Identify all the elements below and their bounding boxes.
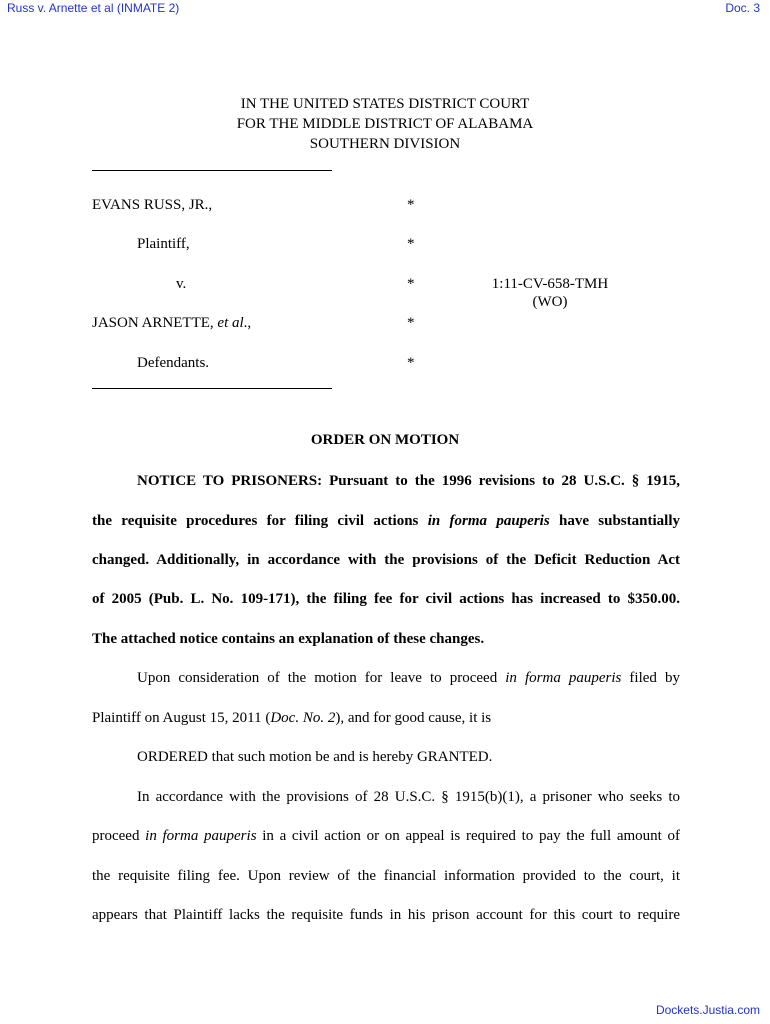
- footer-justia-link[interactable]: Dockets.Justia.com: [655, 1003, 760, 1017]
- court-line-3: SOUTHERN DIVISION: [309, 136, 461, 152]
- order-title: ORDER ON MOTION: [310, 432, 460, 448]
- para1-line-2b: Doc. No. 2: [270, 710, 336, 726]
- plaintiff-role: Plaintiff,: [137, 236, 190, 252]
- court-line-2: FOR THE MIDDLE DISTRICT OF ALABAMA: [236, 116, 534, 132]
- caption-star: *: [407, 355, 415, 371]
- notice-line-2a: the requisite procedures for filing civil actions: [92, 513, 428, 529]
- caption-star: *: [407, 197, 415, 213]
- para1-line-2c: ), and for good cause, it is: [335, 710, 492, 726]
- para1-line-2a: Plaintiff on August 15, 2011 (: [92, 710, 271, 726]
- notice-line-5: The attached notice contains an explanation of these changes.: [92, 631, 485, 647]
- para2-line-1: In accordance with the provisions of 28 U.S.C. § 1915(b)(1), a prisoner who seeks to: [137, 789, 680, 805]
- notice-line-2c: have substantially: [549, 513, 680, 529]
- defendant-etal: et al: [217, 315, 244, 331]
- para2-line-4: appears that Plaintiff lacks the requisite funds in his prison account for this court to require: [92, 907, 680, 923]
- defendant-comma: .,: [243, 315, 252, 331]
- notice-line-1: NOTICE TO PRISONERS: Pursuant to the 1996 revisions to 28 U.S.C. § 1915,: [137, 473, 680, 489]
- defendant-role: Defendants.: [137, 355, 210, 371]
- case-number-block: [470, 275, 630, 311]
- case-number: 1:11-CV-658-TMH: [491, 276, 609, 292]
- notice-line-2b: in forma pauperis: [427, 513, 550, 529]
- ordered-line: ORDERED that such motion be and is hereby GRANTED.: [137, 749, 493, 765]
- para1-line-1: [137, 669, 680, 687]
- para1-line-2: [92, 709, 680, 727]
- defendant-name: [92, 314, 251, 332]
- notice-line-3: changed. Additionally, in accordance with the provisions of the Deficit Reduction Act: [92, 552, 680, 568]
- case-code: (WO): [532, 294, 568, 310]
- defendant-name-text: JASON ARNETTE,: [92, 315, 218, 331]
- para1-line-1c: filed by: [621, 670, 680, 686]
- court-heading: [0, 94, 770, 154]
- para2-line-3: the requisite filing fee. Upon review of the financial information provided to the court, it: [92, 868, 680, 884]
- caption-star: *: [407, 276, 415, 292]
- caption-star: *: [407, 236, 415, 252]
- para1-line-1b: in forma pauperis: [505, 670, 622, 686]
- header-case-link[interactable]: Russ v. Arnette et al (INMATE 2): [7, 1, 180, 15]
- para2-line-2: [92, 827, 680, 845]
- caption-top-rule: [92, 170, 332, 171]
- plaintiff-name: EVANS RUSS, JR.,: [92, 197, 213, 213]
- caption-star: *: [407, 315, 415, 331]
- court-line-1: IN THE UNITED STATES DISTRICT COURT: [240, 96, 530, 112]
- notice-line-4: of 2005 (Pub. L. No. 109-171), the filing fee for civil actions has increased to $350.00.: [92, 591, 680, 607]
- para1-line-1a: Upon consideration of the motion for leave to proceed: [137, 670, 506, 686]
- para2-line-2c: in a civil action or on appeal is required to pay the full amount of: [256, 828, 680, 844]
- para2-line-2b: in forma pauperis: [145, 828, 257, 844]
- caption-bottom-rule: [92, 388, 332, 389]
- notice-line-2: [92, 512, 680, 530]
- para2-line-2a: proceed: [92, 828, 146, 844]
- header-doc-link[interactable]: Doc. 3: [725, 1, 760, 15]
- versus: v.: [176, 276, 187, 292]
